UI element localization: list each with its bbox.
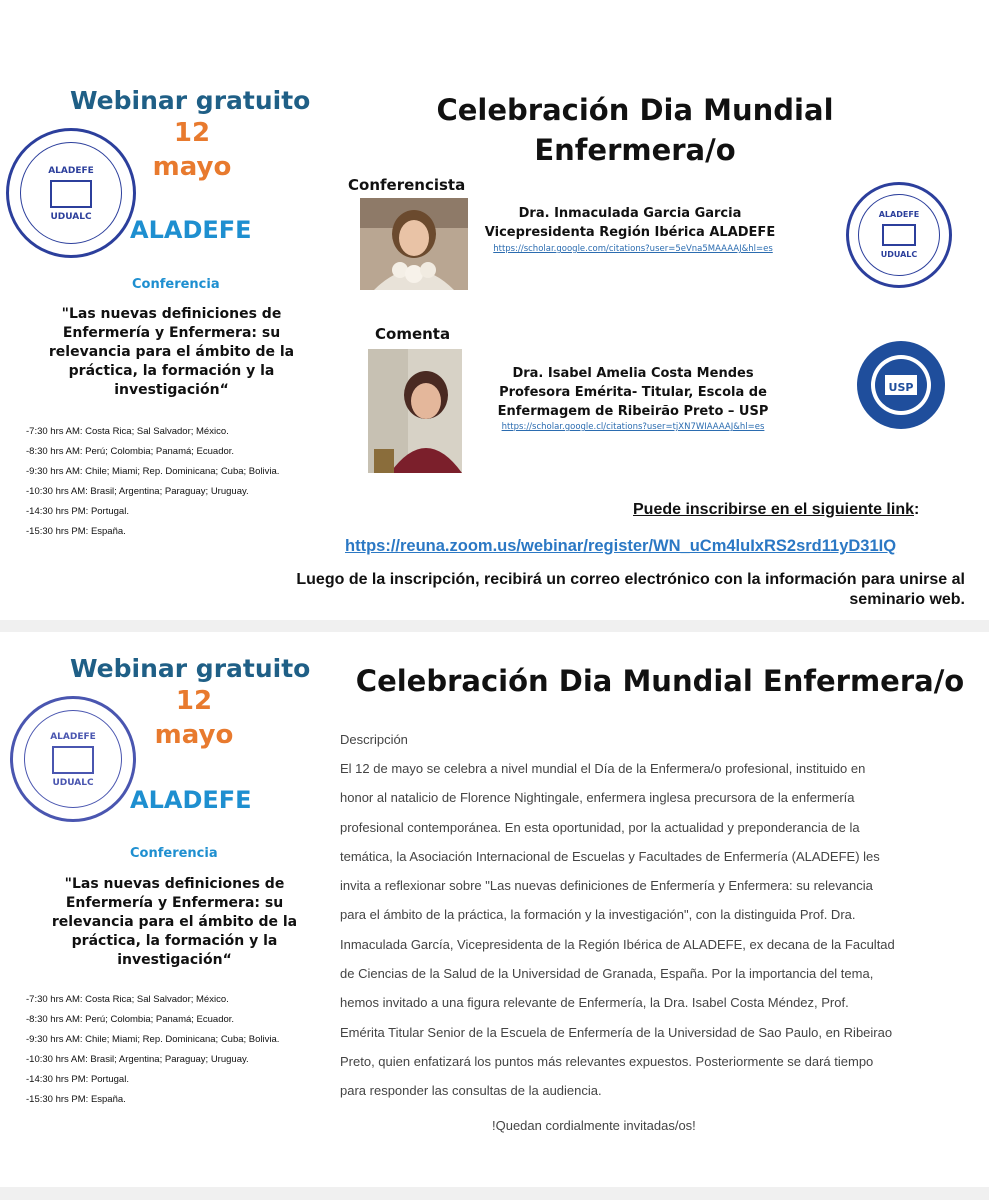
speaker2-name: Dra. Isabel Amelia Costa Mendes [512, 366, 754, 381]
conference-title: "Las nuevas definiciones de Enfermería y Enfermera: su relevancia para el ámbito de la práctica, la formación y la investigación“ [48, 306, 295, 398]
event-month: mayo [152, 152, 232, 182]
schedule-item: -9:30 hrs AM: Chile; Miami; Rep. Dominicana; Cuba; Bolivia. [26, 466, 280, 477]
schedule-item: -14:30 hrs PM: Portugal. [26, 1074, 129, 1085]
webinar-heading: Webinar gratuito [70, 86, 311, 115]
schedule-item: -10:30 hrs AM: Brasil; Argentina; Paraguay; Uruguay. [26, 1054, 249, 1065]
speaker2-info [468, 364, 798, 421]
usp-nursing-school-logo [855, 329, 947, 441]
description-line: Inmaculada García, Vicepresidenta de la Región Ibérica de ALADEFE, ex decana de la Facultad [340, 936, 895, 952]
description-line: para el ámbito de la práctica, la formación y la investigación", con la distinguida Prof. Dra. [340, 907, 856, 923]
aladefe-seal-logo: ALADEFE UDUALC [846, 182, 952, 288]
speaker1-info [470, 204, 790, 242]
schedule-item: -8:30 hrs AM: Perú; Colombia; Panamá; Ecuador. [26, 1014, 235, 1025]
aladefe-seal-logo: ALADEFE UDUALC [10, 696, 136, 822]
conference-title: "Las nuevas definiciones de Enfermería y Enfermera: su relevancia para el ámbito de la práctica, la formación y la investigación“ [51, 876, 298, 968]
description-body [340, 754, 965, 1106]
description-line: El 12 de mayo se celebra a nivel mundial el Día de la Enfermera/o profesional, instituido en [340, 761, 866, 776]
speaker1-photo [360, 198, 468, 290]
flyer-panel-2 [0, 632, 989, 1187]
schedule-list [26, 990, 326, 1110]
conferencista-label: Conferencista [348, 176, 466, 194]
schedule-item: -15:30 hrs PM: España. [26, 526, 126, 537]
description-line: Preto, quien enfatizará los puntos más relevantes expuestos. Posteriormente se dará tiempo [340, 1053, 874, 1069]
register-note: Luego de la inscripción, recibirá un correo electrónico con la información para unirse al seminario web. [296, 571, 965, 608]
event-day: 12 [173, 118, 211, 148]
description-line: Emérita Titular Senior de la Escuela de Enfermería de la Universidad de Sao Paulo, en Ribeirao [340, 1024, 893, 1040]
page-title: Celebración Dia Mundial Enfermera/o [355, 664, 965, 698]
register-link[interactable]: https://reuna.zoom.us/webinar/register/WN_uCm4luIxRS2srd11yD31IQ [345, 537, 897, 555]
description-line: invita a reflexionar sobre "Las nuevas definiciones de Enfermería y Enfermera: su relevancia [340, 878, 873, 894]
webinar-heading: Webinar gratuito [70, 654, 311, 683]
aladefe-seal-logo: ALADEFE UDUALC [6, 128, 136, 258]
schedule-item: -10:30 hrs AM: Brasil; Argentina; Paraguay; Uruguay. [26, 486, 249, 497]
speaker2-photo [368, 349, 462, 473]
schedule-list [26, 422, 326, 542]
speaker1-name: Dra. Inmaculada Garcia Garcia [518, 206, 742, 221]
schedule-item: -9:30 hrs AM: Chile; Miami; Rep. Dominicana; Cuba; Bolivia. [26, 1034, 280, 1045]
event-day: 12 [175, 686, 213, 716]
page-title: Celebración Dia Mundial Enfermera/o [436, 93, 834, 167]
conference-label: Conferencia [132, 277, 220, 292]
speaker2-scholar-link[interactable]: https://scholar.google.cl/citations?user=tjXN7WIAAAAJ&hl=es [501, 422, 765, 432]
description-line: para responder las consultas de la audiencia. [340, 1083, 602, 1099]
schedule-item: -7:30 hrs AM: Costa Rica; Sal Salvador; México. [26, 994, 229, 1005]
speaker2-role: Profesora Emérita- Titular, Escola de [499, 385, 767, 400]
description-heading: Descripción [340, 732, 408, 747]
org-name: ALADEFE [130, 786, 252, 814]
org-name: ALADEFE [130, 216, 252, 244]
event-month: mayo [154, 720, 234, 750]
comenta-label: Comenta [375, 325, 451, 343]
speaker1-role: Vicepresidenta Región Ibérica ALADEFE [484, 225, 776, 240]
description-line: honor al natalicio de Florence Nightingale, enfermera inglesa precursora de la enfermería [340, 790, 855, 806]
description-line: temática, la Asociación Internacional de Escuelas y Facultades de Enfermería (ALADEFE) les [340, 848, 880, 864]
description-line: de Ciencias de la Salud de la Universidad de Granada, España. Por la importancia del tema, [340, 966, 874, 982]
schedule-item: -7:30 hrs AM: Costa Rica; Sal Salvador; México. [26, 426, 229, 437]
schedule-item: -14:30 hrs PM: Portugal. [26, 506, 129, 517]
register-label: Puede inscribirse en el siguiente link: [633, 501, 920, 518]
speaker1-scholar-link[interactable]: https://scholar.google.com/citations?user=5eVna5MAAAAJ&hl=es [493, 244, 773, 254]
svg-text:USP: USP [888, 381, 914, 394]
description-line: profesional contemporánea. En esta oportunidad, por la actualidad y preponderancia de la [340, 819, 860, 835]
closing-line: !Quedan cordialmente invitadas/os! [492, 1118, 696, 1133]
speaker2-role-line2: Enfermagem de Ribeirão Preto – USP [497, 404, 769, 419]
schedule-item: -15:30 hrs PM: España. [26, 1094, 126, 1105]
schedule-item: -8:30 hrs AM: Perú; Colombia; Panamá; Ecuador. [26, 446, 235, 457]
description-line: hemos invitado a una figura relevante de Enfermería, la Dra. Isabel Costa Méndez, Prof. [340, 995, 849, 1011]
conference-label: Conferencia [130, 846, 218, 861]
